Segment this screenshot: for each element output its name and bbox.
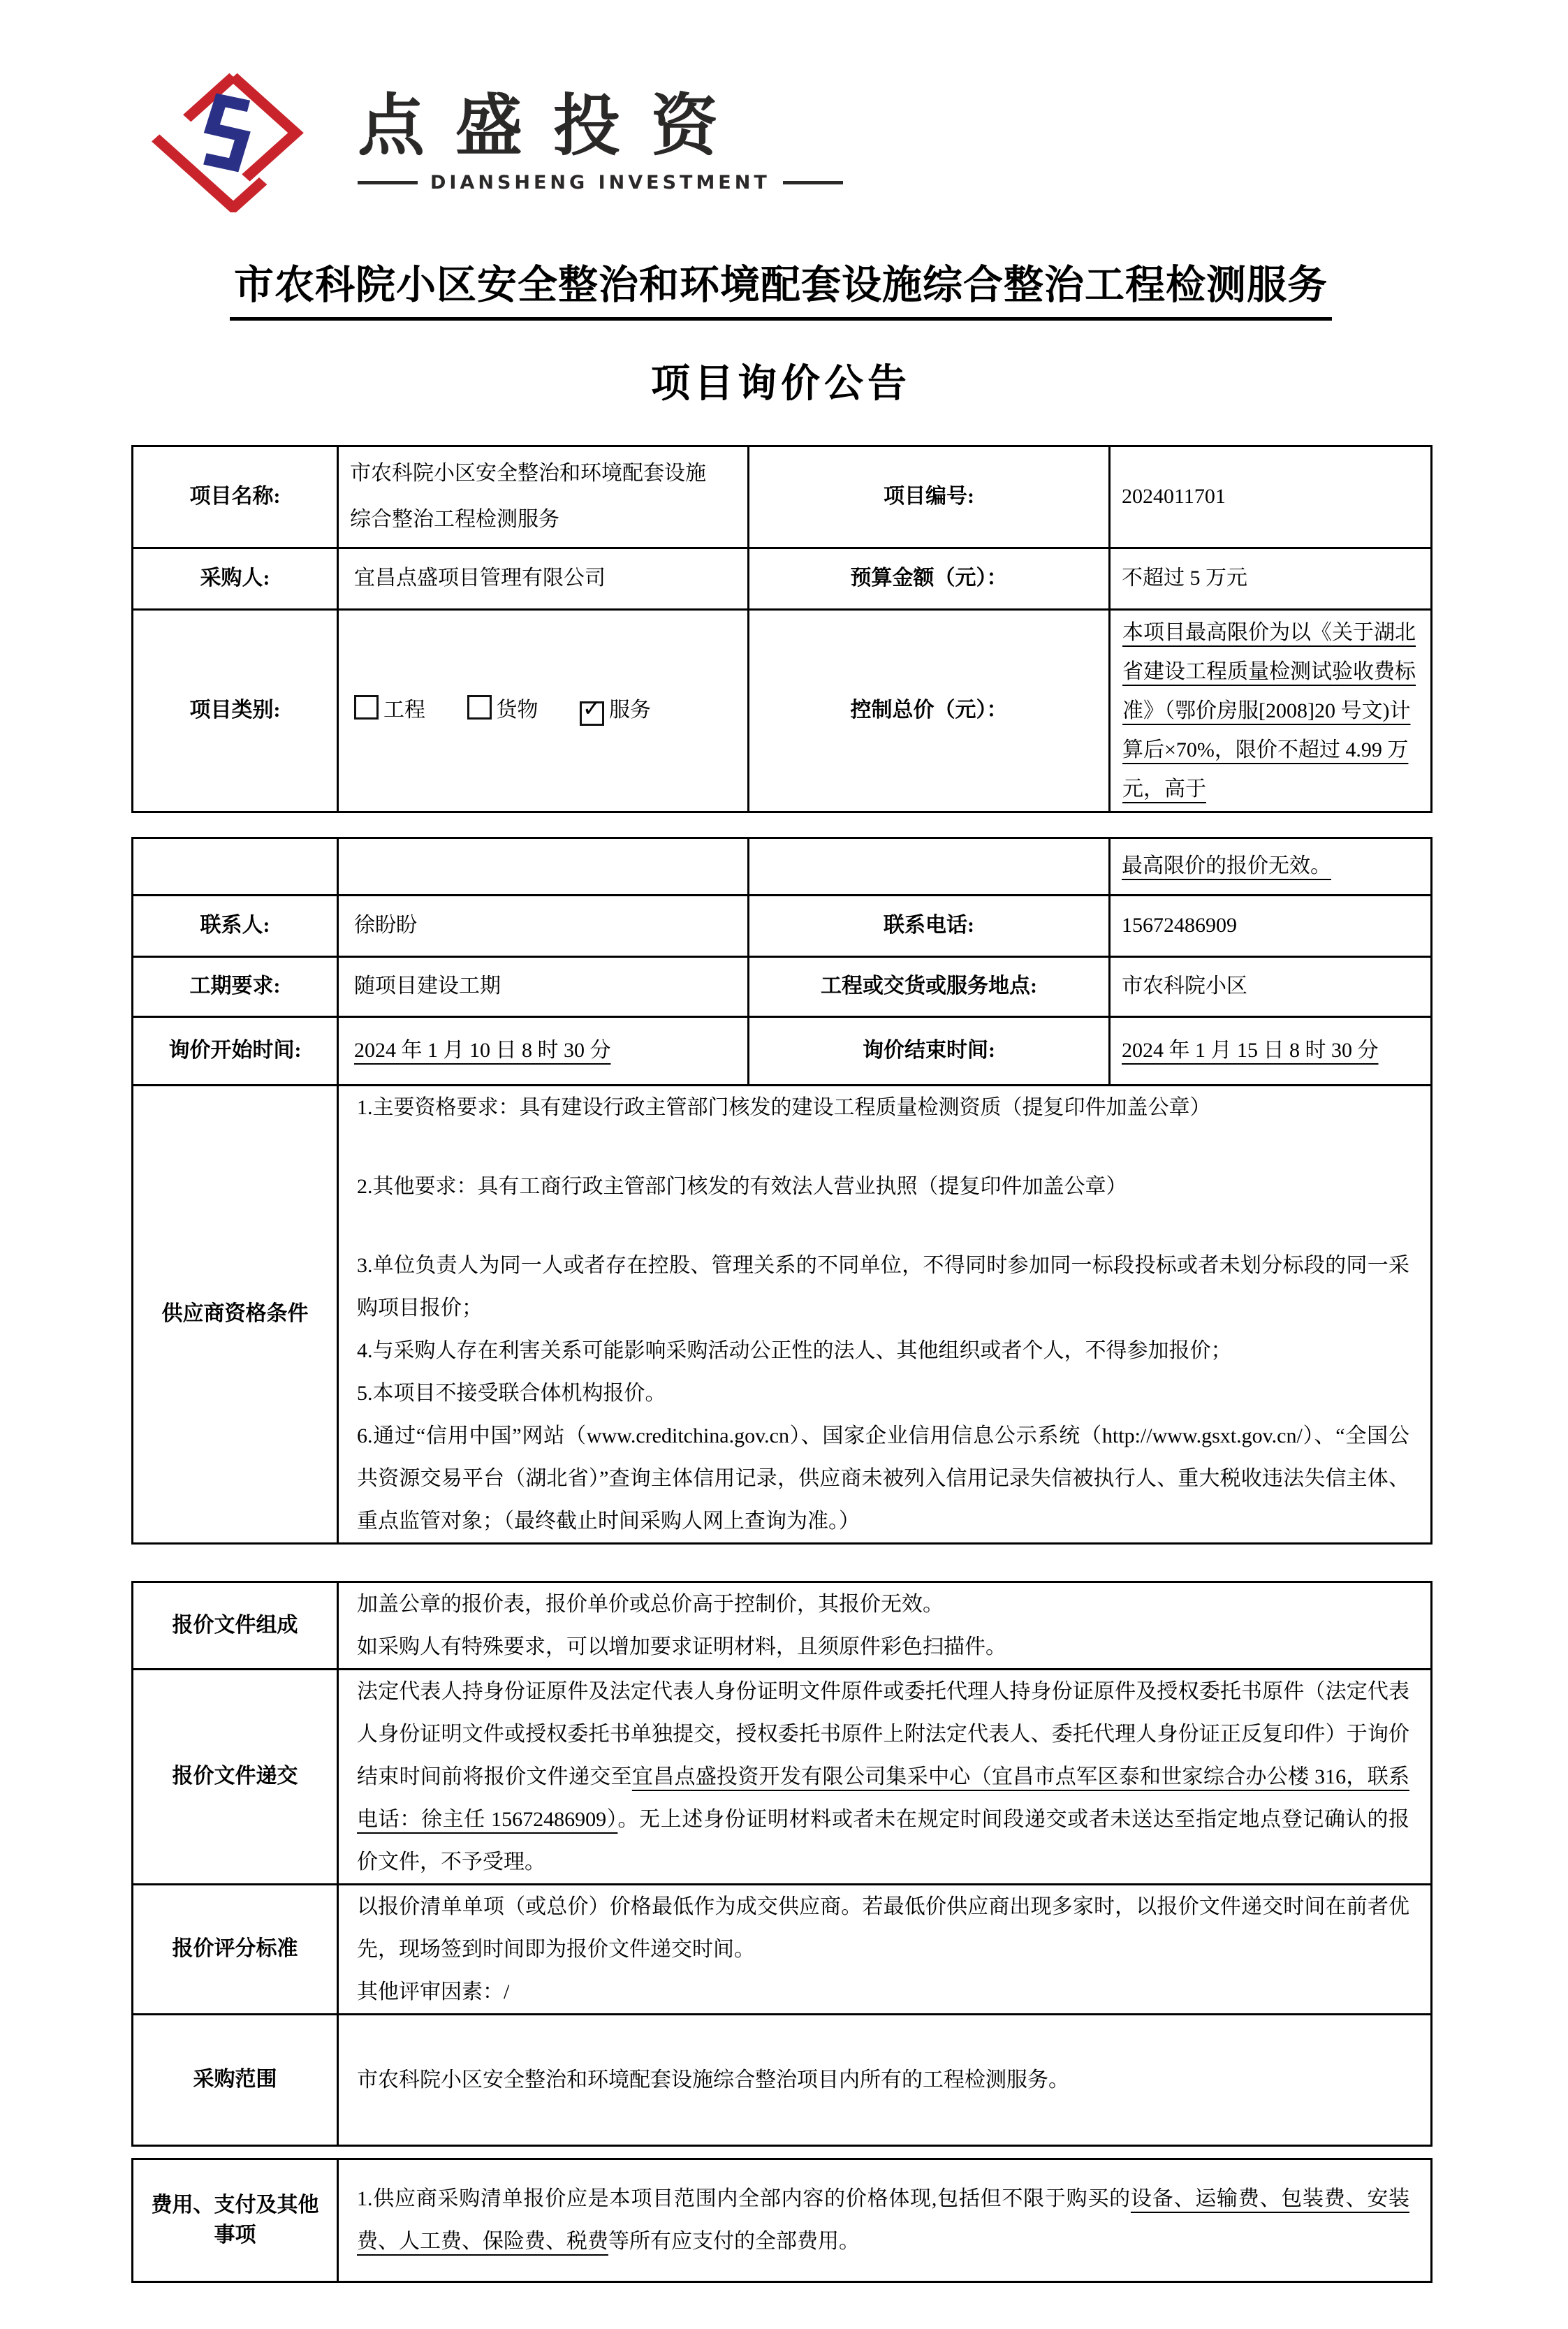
company-logo [144, 53, 1430, 229]
empty-cell [338, 838, 749, 895]
qualification-item-5: 5.本项目不接受联合体机构报价。 [357, 1381, 666, 1405]
table-row [133, 895, 1432, 956]
project-no-label: 项目编号: [749, 446, 1110, 548]
brand-name-english: DIANSHENG INVESTMENT [358, 172, 843, 194]
location-label: 工程或交货或服务地点: [749, 956, 1110, 1016]
empty-cell [133, 838, 338, 895]
category-option-huowu: 货物 [467, 699, 538, 722]
table-row [133, 2159, 1432, 2281]
qualification-item-3: 3.单位负责人为同一人或者存在控股、管理关系的不同单位，不得同时参加同一标段投标或者未划分标段的同一采购项目报价； [357, 1253, 1409, 1320]
table-row [133, 2014, 1432, 2145]
quotation-document-table [131, 1581, 1433, 2147]
table-row [133, 1085, 1432, 1543]
schedule-value: 随项目建设工期 [338, 956, 749, 1016]
category-option-gongcheng: 工程 [354, 699, 425, 722]
evaluation-content: 以报价清单单项（或总价）价格最低作为成交供应商。若最低价供应商出现多家时，以报价文件递交时间在前者优先，现场签到时间即为报价文件递交时间。 其他评审因素：/ [338, 1884, 1432, 2014]
phone-label: 联系电话: [749, 895, 1110, 956]
brand-name-chinese: 点盛投资 [358, 87, 749, 165]
category-options [338, 609, 749, 812]
table-row [133, 446, 1432, 548]
dash-right [783, 181, 843, 184]
submission-content: 法定代表人持身份证原件及法定代表人身份证明文件原件或委托代理人持身份证原件及授权委托书原件（法定代表人身份证明文件或授权委托书单独提交，授权委托书原件上附法定代表人、委托代理人身份证正反复印件）于询价结束时间前将报价文件递交至宜昌点盛投资开发有限公司集采中心（宜昌市点军区泰和世家综合办公楼 316，联系电话：徐主任 15672486909）。无上述身份证明材料或者未在规定时间段递交或者未送达至指定地点登记确认的报价文件，不予受理。 [338, 1669, 1432, 1884]
control-price-label: 控制总价（元）： [749, 609, 1110, 812]
document-subtitle: 项目询价公告 [651, 362, 911, 406]
table-row [133, 1016, 1432, 1085]
phone-value: 15672486909 [1110, 895, 1432, 956]
table-row [133, 956, 1432, 1016]
checkbox-gongcheng-unchecked[interactable] [354, 695, 379, 720]
contact-and-time-table [131, 837, 1433, 1545]
control-price-value: 本项目最高限价为以《关于湖北省建设工程质量检测试验收费标准》（鄂价房服[2008]20 号文)计算后×70%，限价不超过 4.99 万元，高于 [1110, 609, 1432, 812]
diamond-s-logo-icon [144, 73, 317, 212]
table-row [133, 548, 1432, 609]
project-name-value: 市农科院小区安全整治和环境配套设施 综合整治工程检测服务 [338, 446, 749, 548]
qualification-item-6: 6.通过“信用中国”网站（www.creditchina.gov.cn）、国家企业信用信息公示系统（http://www.gsxt.gov.cn/）、“全国公共资源交易平台（湖北省）”查询主体信用记录，供应商未被列入信用记录失信被执行人、重大税收违法失信主体、重点监管对象；（最终截止时间采购人网上查询为准。） [357, 1424, 1409, 1533]
buyer-label: 采购人: [133, 548, 338, 609]
submission-label: 报价文件递交 [133, 1669, 338, 1884]
fee-label: 费用、支付及其他 事项 [133, 2159, 338, 2281]
qualification-item-2: 2.其他要求：具有工商行政主管部门核发的有效法人营业执照（提复印件加盖公章） [357, 1174, 1127, 1198]
checkbox-huowu-unchecked[interactable] [467, 695, 492, 720]
scope-label: 采购范围 [133, 2014, 338, 2145]
fee-table [131, 2158, 1433, 2283]
fee-items-underlined: 设备、运输费、包装费、安装费、人工费、保险费、税费 [357, 2187, 1409, 2254]
scope-content: 市农科院小区安全整治和环境配套设施综合整治项目内所有的工程检测服务。 [338, 2014, 1432, 2145]
contact-value: 徐盼盼 [338, 895, 749, 956]
category-label: 项目类别: [133, 609, 338, 812]
budget-value: 不超过 5 万元 [1110, 548, 1432, 609]
budget-label: 预算金额（元）： [749, 548, 1110, 609]
project-no-value: 2024011701 [1110, 446, 1432, 548]
document-page [131, 0, 1430, 2283]
composition-content: 加盖公章的报价表，报价单价或总价高于控制价，其报价无效。 如采购人有特殊要求，可以增加要求证明材料，且须原件彩色扫描件。 [338, 1582, 1432, 1669]
checkbox-fuwu-checked[interactable]: ✓ [580, 701, 604, 726]
category-option-fuwu: ✓ 服务 [580, 699, 651, 722]
document-title: 市农科院小区安全整治和环境配套设施综合整治工程检测服务 [131, 263, 1430, 321]
project-name-label: 项目名称: [133, 446, 338, 548]
table-row [133, 838, 1432, 895]
table-row [133, 609, 1432, 812]
logo-text-block [358, 53, 843, 194]
contact-label: 联系人: [133, 895, 338, 956]
qualification-item-4: 4.与采购人存在利害关系可能影响采购活动公正性的法人、其他组织或者个人，不得参加报价； [357, 1338, 1232, 1362]
evaluation-label: 报价评分标准 [133, 1884, 338, 2014]
table-row [133, 1669, 1432, 1884]
submission-address-underlined: 宜昌点盛投资开发有限公司集采中心（宜昌市点军区泰和世家综合办公楼 316，联系电话：徐主任 15672486909） [357, 1765, 1410, 1831]
end-time-label: 询价结束时间: [749, 1016, 1110, 1085]
empty-cell [749, 838, 1110, 895]
composition-label: 报价文件组成 [133, 1582, 338, 1669]
table-row [133, 1582, 1432, 1669]
qualification-content [338, 1085, 1432, 1543]
dash-left [358, 181, 418, 184]
schedule-label: 工期要求: [133, 956, 338, 1016]
fee-content: 1.供应商采购清单报价应是本项目范围内全部内容的价格体现,包括但不限于购买的设备、运输费、包装费、安装费、人工费、保险费、税费等所有应支付的全部费用。 [338, 2159, 1432, 2281]
control-price-continuation: 最高限价的报价无效。 [1110, 838, 1432, 895]
end-time-value: 2024 年 1 月 15 日 8 时 30 分 [1110, 1016, 1432, 1085]
table-row [133, 1884, 1432, 2014]
basic-info-table [131, 445, 1433, 813]
start-time-label: 询价开始时间: [133, 1016, 338, 1085]
buyer-value: 宜昌点盛项目管理有限公司 [338, 548, 749, 609]
qualification-label: 供应商资格条件 [133, 1085, 338, 1543]
start-time-value: 2024 年 1 月 10 日 8 时 30 分 [338, 1016, 749, 1085]
qualification-item-1: 1.主要资格要求：具有建设行政主管部门核发的建设工程质量检测资质（提复印件加盖公章） [357, 1095, 1211, 1119]
location-value: 市农科院小区 [1110, 956, 1432, 1016]
